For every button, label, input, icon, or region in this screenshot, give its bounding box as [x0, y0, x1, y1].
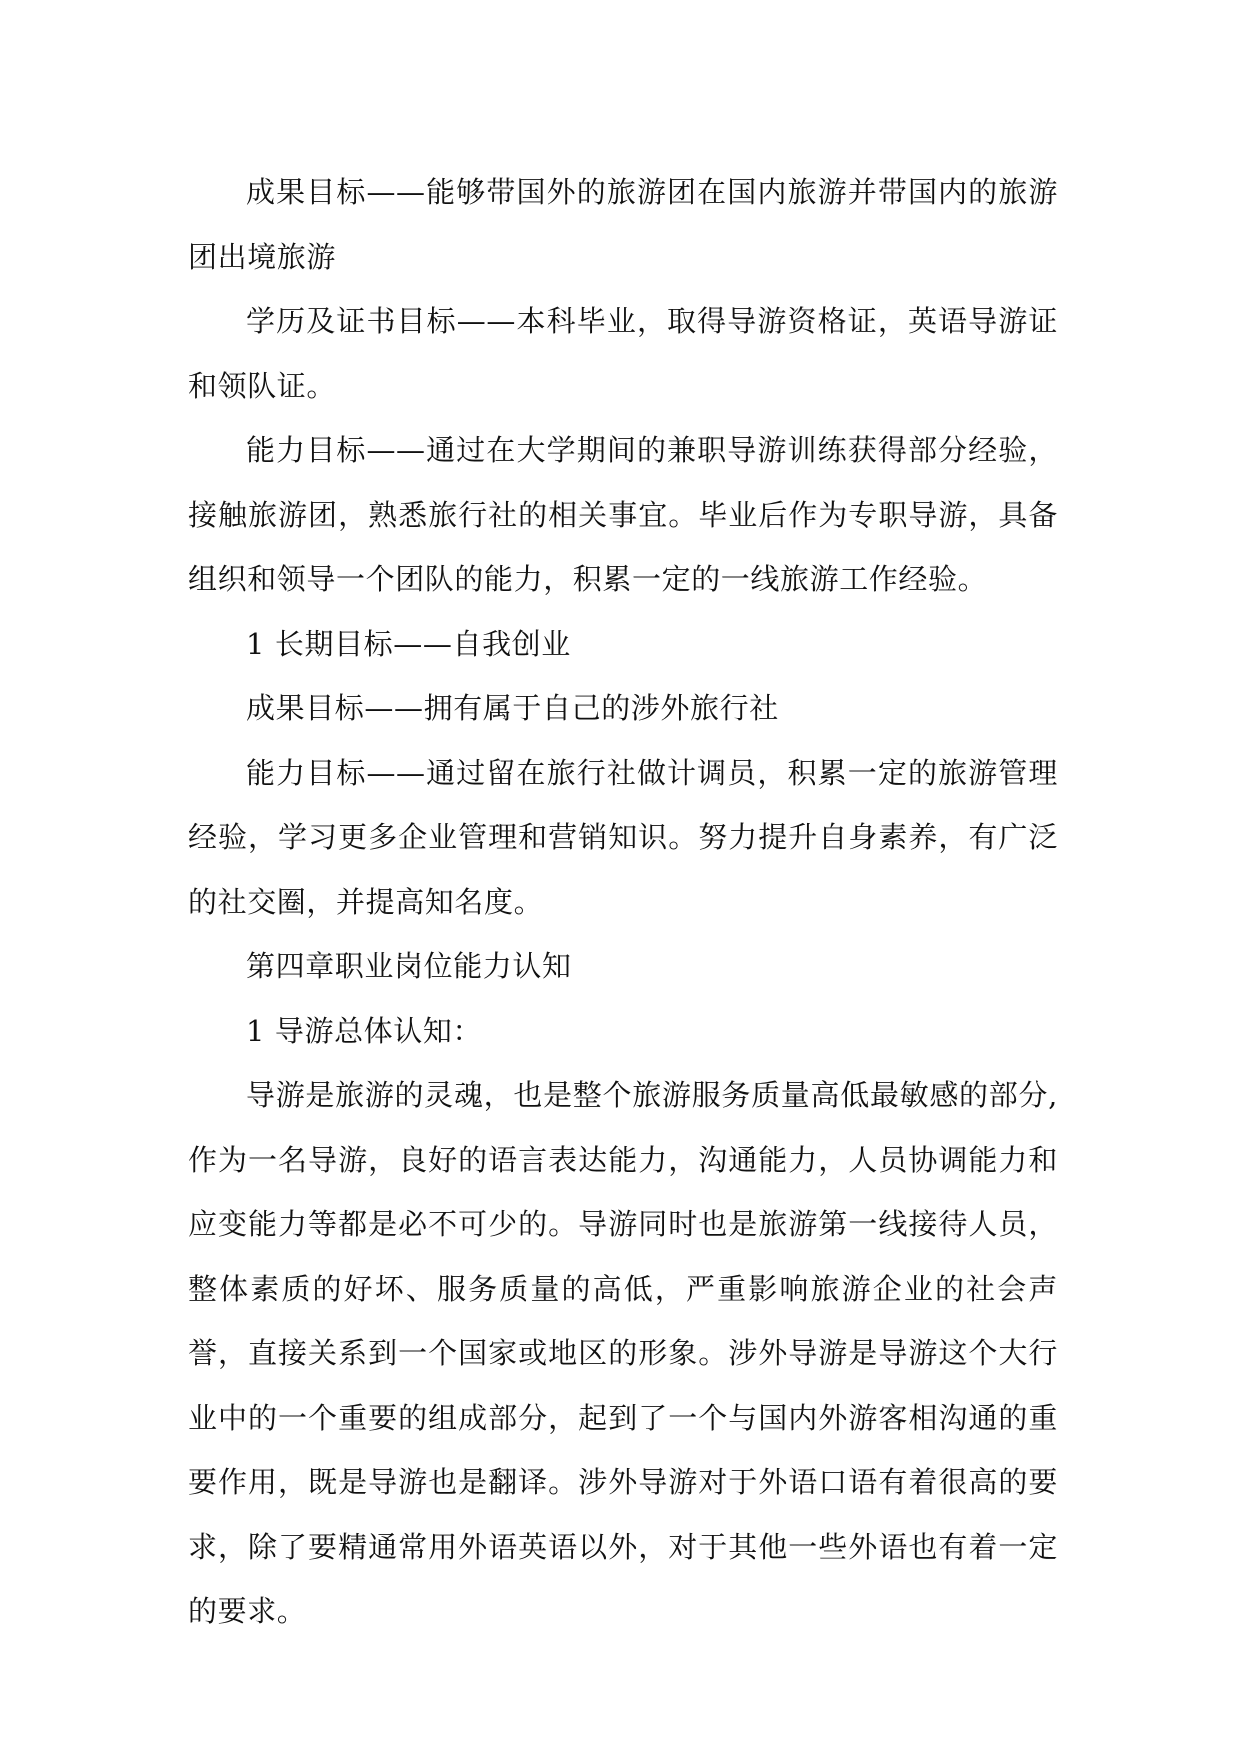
chapter-heading: 第四章职业岗位能力认知 — [246, 949, 572, 983]
paragraph-ability-goal-long: 能力目标——通过留在旅行社做计调员，积累一定的旅游管理经验，学习更多企业管理和营销知识。努力提升自身素养，有广泛的社交圈，并提高知名度。 — [188, 755, 1058, 919]
paragraph-guide-overview: 导游是旅游的灵魂，也是整个旅游服务质量高低最敏感的部分,作为一名导游，良好的语言表达能力，沟通能力，人员协调能力和应变能力等都是必不可少的。导游同时也是旅游第一线接待人员，整体素质的好坏、服务质量的高低，严重影响旅游企业的社会声誉，直接关系到一个国家或地区的形象。涉外导游是导游这个大行业中的一个重要的组成部分，起到了一个与国内外游客相沟通的重要作用，既是导游也是翻译。涉外导游对于外语口语有着很高的要求，除了要精通常用外语英语以外，对于其他一些外语也有着一定的要求。 — [188, 1078, 1058, 1628]
paragraph-education-certificate-goal: 学历及证书目标——本科毕业，取得导游资格证，英语导游证和领队证。 — [188, 304, 1058, 403]
paragraph-ability-goal-short: 能力目标——通过在大学期间的兼职导游训练获得部分经验，接触旅游团，熟悉旅行社的相关事宜。毕业后作为专职导游，具备组织和领导一个团队的能力，积累一定的一线旅游工作经验。 — [188, 433, 1058, 596]
paragraph-long-term-goal-heading: 1 长期目标——自我创业 — [246, 626, 571, 661]
document-body — [188, 160, 1058, 1644]
paragraph-outcome-goal-long: 成果目标——拥有属于自己的涉外旅行社 — [246, 691, 779, 725]
paragraph-outcome-goal-short: 成果目标——能够带国外的旅游团在国内旅游并带国内的旅游团出境旅游 — [188, 175, 1058, 274]
section-heading: 1 导游总体认知： — [246, 1013, 483, 1048]
